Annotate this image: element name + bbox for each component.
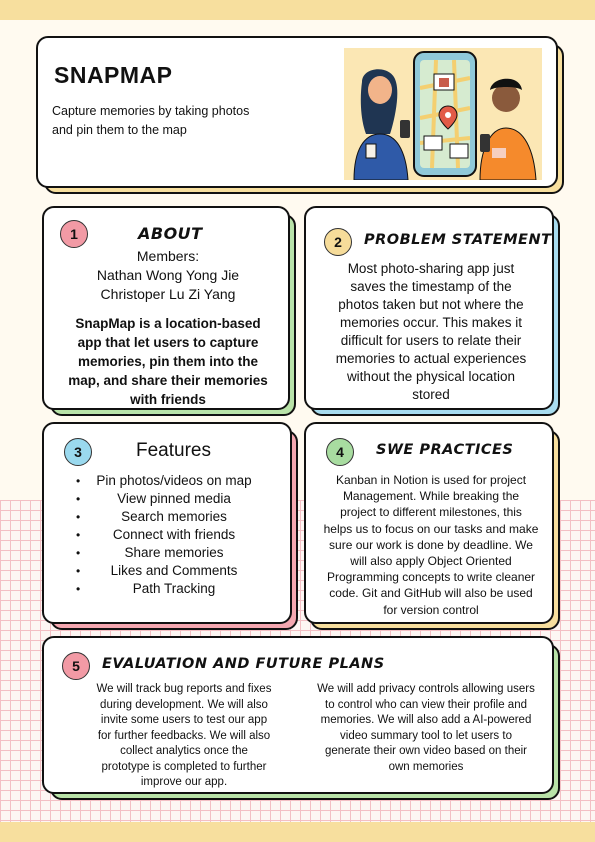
list-item: • View pinned media <box>76 491 231 506</box>
evaluation-left-column <box>84 682 284 791</box>
evaluation-left-line: We will track bug reports and fixes <box>96 683 272 695</box>
about-description-line: SnapMap is a location-based <box>75 316 261 331</box>
about-description <box>44 314 292 409</box>
list-item: • Likes and Comments <box>76 563 238 578</box>
about-description-line: memories, pin them into the <box>77 354 259 369</box>
bottom-band <box>0 822 595 842</box>
swe-line: sure our work is done by deadline. We <box>329 537 533 552</box>
problem-line: without the physical location <box>346 369 516 384</box>
features-card <box>42 422 292 624</box>
top-band <box>0 0 595 20</box>
problem-line: saves the timestamp of the <box>350 279 512 294</box>
features-number-badge: 3 <box>64 438 92 466</box>
evaluation-left-line: for further feedbacks. We will also <box>97 729 271 742</box>
evaluation-left-line: during development. We will also <box>100 698 268 711</box>
swe-line: code. Git and GitHub will also be used <box>329 586 533 601</box>
evaluation-right-line: memories. We will also add a AI-powered <box>320 714 532 726</box>
about-description-line: with friends <box>130 392 206 407</box>
about-number-badge: 1 <box>60 220 88 248</box>
list-item: • Search memories <box>76 509 227 524</box>
member-1: Nathan Wong Yong Jie <box>96 267 240 283</box>
evaluation-number-badge: 5 <box>62 652 90 680</box>
evaluation-heading: EVALUATION AND FUTURE PLANS <box>102 656 385 672</box>
problem-number-badge: 2 <box>324 228 352 256</box>
evaluation-left-line: collect analytics once the <box>120 745 248 757</box>
problem-line: memories to actual experiences <box>335 351 527 366</box>
evaluation-right-line: We will add privacy controls allowing users <box>317 683 535 695</box>
problem-line: Most photo-sharing app just <box>347 261 515 276</box>
list-item: • Share memories <box>76 545 224 560</box>
evaluation-right-column <box>306 682 546 775</box>
list-item: • Pin photos/videos on map <box>76 473 252 488</box>
evaluation-right-line: generate their own video based on their <box>324 745 528 757</box>
about-description-line: map, and share their memories <box>68 373 268 388</box>
problem-line: difficult for users to relate their <box>340 333 522 348</box>
about-card <box>42 206 290 410</box>
list-item: • Connect with friends <box>76 527 236 542</box>
swe-line: Management. While breaking the <box>342 489 520 504</box>
problem-body <box>306 260 556 404</box>
problem-line: stored <box>412 387 450 402</box>
swe-line: will also apply Object Oriented <box>350 554 512 569</box>
evaluation-right-line: own memories <box>388 760 464 773</box>
evaluation-right-line: to control who can view their profile and <box>325 698 527 711</box>
swe-card <box>304 422 554 624</box>
swe-line: project to different milestones, this <box>340 505 522 520</box>
problem-line: memories occur. This makes it <box>339 315 523 330</box>
evaluation-left-line: prototype is completed to further <box>101 760 267 773</box>
swe-line: for version control <box>383 602 479 617</box>
people-with-map-illustration <box>344 48 542 180</box>
features-heading: Features <box>136 440 211 461</box>
problem-heading: PROBLEM STATEMENT <box>364 232 552 248</box>
about-heading: ABOUT <box>138 224 203 243</box>
page-title: SNAPMAP <box>54 62 173 88</box>
swe-line: Programming concepts to write cleaner <box>326 570 536 585</box>
member-2: Christoper Lu Zi Yang <box>100 286 236 302</box>
features-list <box>76 472 272 598</box>
swe-number-badge: 4 <box>326 438 354 466</box>
problem-line: photos taken but not where the <box>338 297 524 312</box>
swe-line: Kanban in Notion is used for project <box>335 473 527 487</box>
list-item: • Path Tracking <box>76 581 216 596</box>
evaluation-left-line: invite some users to test our app <box>100 714 268 726</box>
subtitle-line-1: Capture memories by taking photos <box>52 104 250 118</box>
evaluation-left-line: improve our app. <box>140 776 228 788</box>
header-card <box>36 36 558 188</box>
members-label: Members: <box>136 248 200 264</box>
subtitle-line-2: and pin them to the map <box>52 123 187 137</box>
swe-body <box>306 472 556 618</box>
evaluation-right-line: video summary tool to let users to <box>340 729 512 742</box>
evaluation-card <box>42 636 554 794</box>
swe-line: helps us to focus on our tasks and make <box>323 521 539 536</box>
about-description-line: app that let users to capture <box>77 335 259 350</box>
swe-heading: SWE PRACTICES <box>376 442 514 458</box>
problem-card <box>304 206 554 410</box>
